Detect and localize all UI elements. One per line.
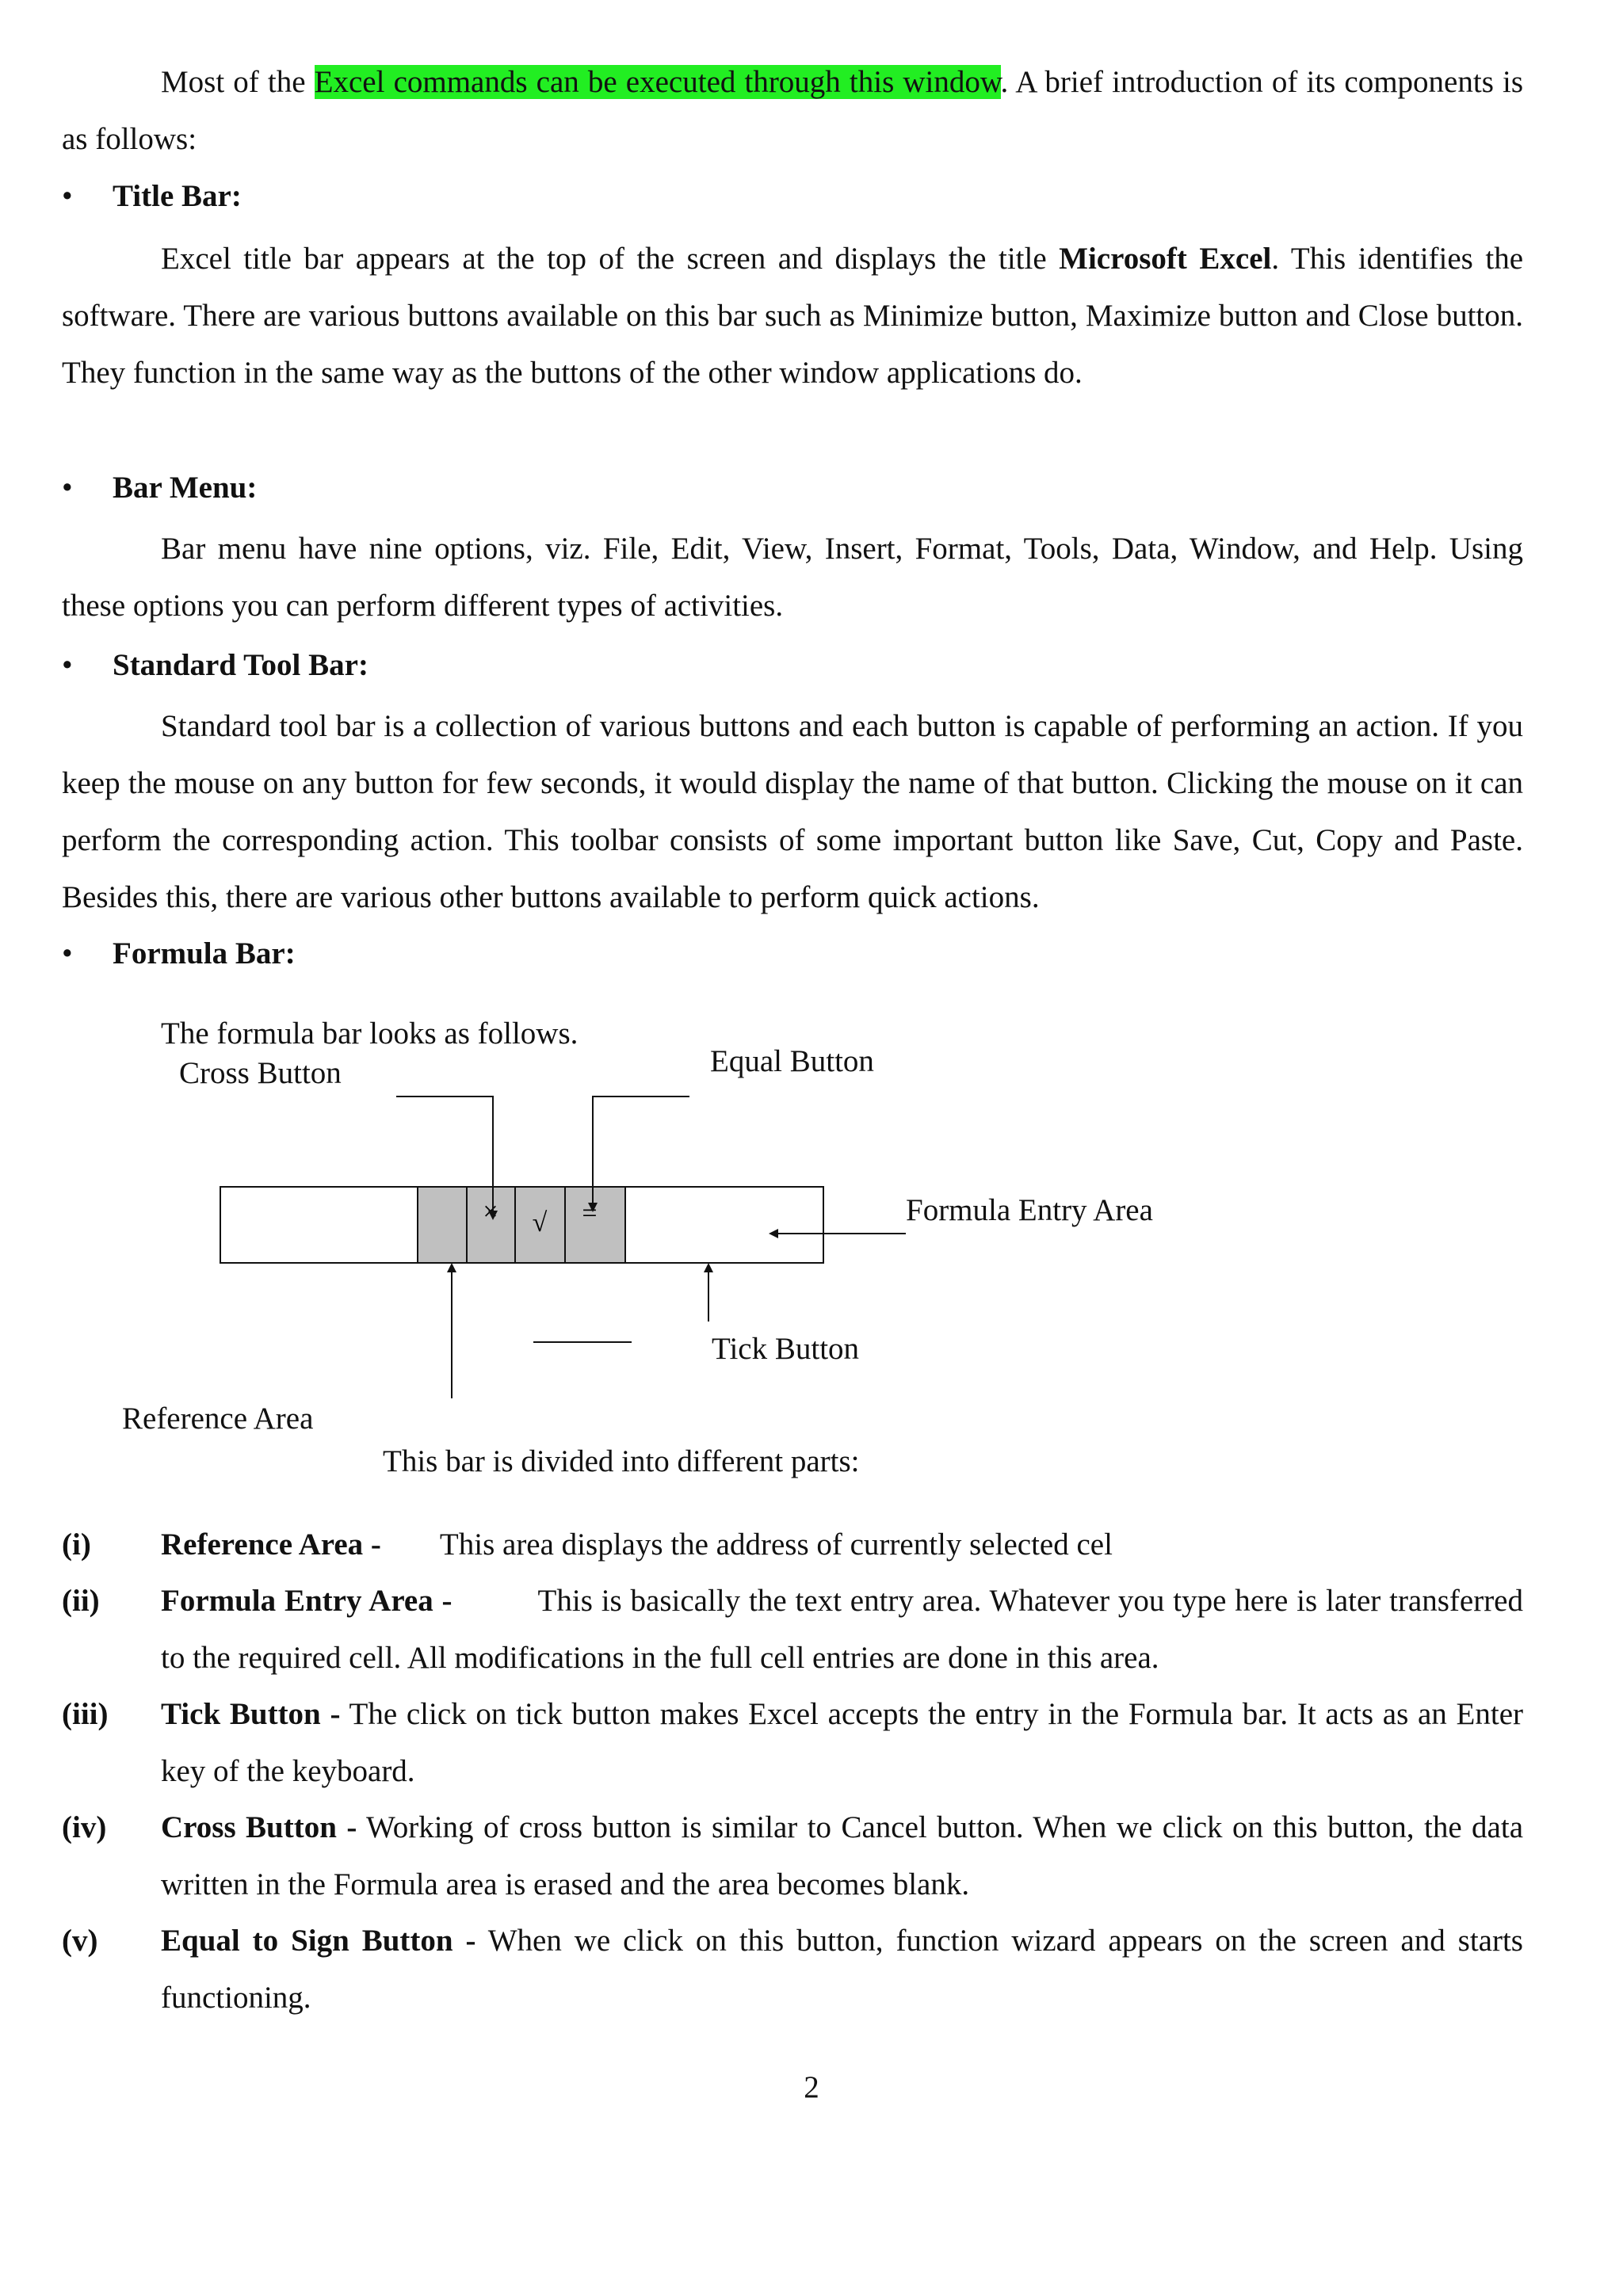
list-item-title: Reference Area - [161,1527,381,1562]
bullet-dot: • [62,936,73,971]
list-item-title: Cross Button - [161,1810,357,1844]
highlighted-text: Excel commands can be executed through this window [314,65,1001,99]
list-item-body [161,1799,1523,1913]
bullet-dot: • [62,179,73,213]
standard-tool-bar-paragraph: Standard tool bar is a collection of various buttons and each button is capable of performing an action. If you keep the mouse on any button for few seconds, it would display the name of that button. Clicking the mouse on it can perform the corresponding action. This toolbar consists of some important button like Save, Cut, Copy and Paste. Besides this, there are various other buttons available to perform quick actions. [62,709,1523,914]
heading-formula-bar: Formula Bar: [113,936,296,971]
list-item-text: When we click on this button, function wizard appears on the screen and starts functioning. [161,1924,1523,2015]
label-formula-entry-area: Formula Entry Area [906,1193,1153,1227]
bullet-dot: • [62,471,73,505]
intro-paragraph [62,54,1523,168]
tick-symbol: √ [532,1208,548,1238]
list-item-title: Equal to Sign Button - [161,1924,476,1958]
title-bar-paragraph [62,231,1523,402]
bullet-title-bar [62,168,242,225]
list-item-title: Tick Button - [161,1697,341,1731]
list-item-text: Working of cross button is similar to Cancel button. When we click on this button, the data written in the Formula area is erased and the area becomes blank. [161,1810,1524,1901]
list-item-cross-button [62,1799,1523,1913]
diagram-caption: This bar is divided into different parts: [383,1444,860,1478]
intro-text-end: . A brief introduction of its components is as follows: [62,65,1524,156]
heading-bar-menu: Bar Menu: [113,471,258,505]
list-number: (ii) [62,1584,100,1618]
page-number: 2 [804,2070,819,2104]
bold-microsoft-excel: Microsoft Excel [1059,242,1272,276]
list-item-text: This area displays the address of currently selected cel [439,1527,1113,1562]
list-number: (iv) [62,1810,107,1844]
formula-bar-intro: The formula bar looks as follows. [161,1016,579,1051]
list-item-body [161,1573,1523,1687]
list-number: (i) [62,1527,91,1562]
list-item-formula-entry-area [62,1573,1523,1687]
title-bar-text-end: . This identifies the software. There are various buttons available on this bar such as Minimize button, Maximize button and Close button. They function in the same way as the buttons of the other window applications do. [62,242,1524,390]
label-cross-button: Cross Button [179,1056,342,1090]
list-item-text: The click on tick button makes Excel accepts the entry in the Formula bar. It acts as an Enter key of the keyboard. [161,1697,1523,1788]
bullet-standard-tool-bar [62,637,369,694]
list-item-body [161,1686,1523,1800]
list-item-equal-sign-button [62,1913,1523,2027]
bullet-bar-menu [62,460,257,517]
list-item-tick-button [62,1686,1523,1800]
equal-symbol: = [582,1199,598,1228]
list-number: (v) [62,1924,98,1958]
cross-symbol: × [483,1197,498,1226]
bullet-dot: • [62,648,73,682]
formula-bar-graphic [0,998,1623,1505]
formula-bar-diagram [0,998,1623,1505]
heading-standard-tool-bar: Standard Tool Bar: [113,648,369,682]
list-number: (iii) [62,1697,109,1731]
list-item-reference-area [62,1516,1523,1573]
heading-title-bar: Title Bar: [113,179,242,213]
title-bar-text-start: Excel title bar appears at the top of the screen and displays the title [161,242,1060,276]
label-tick-button: Tick Button [712,1332,860,1366]
bar-menu-paragraph: Bar menu have nine options, viz. File, Edit, View, Insert, Format, Tools, Data, Window, and Help. Using these options you can perform different types of activities. [62,532,1523,623]
intro-text-start: Most of the [161,65,315,99]
list-item-body [161,1913,1523,2027]
bullet-formula-bar [62,925,296,982]
label-equal-button: Equal Button [710,1044,874,1078]
list-item-title: Formula Entry Area - [161,1584,453,1618]
label-reference-area: Reference Area [122,1402,314,1436]
list-item-body [161,1516,1523,1573]
list-item-text: This is basically the text entry area. Whatever you type here is later transferred to the required cell. All modifications in the full cell entries are done in this area. [161,1584,1523,1675]
